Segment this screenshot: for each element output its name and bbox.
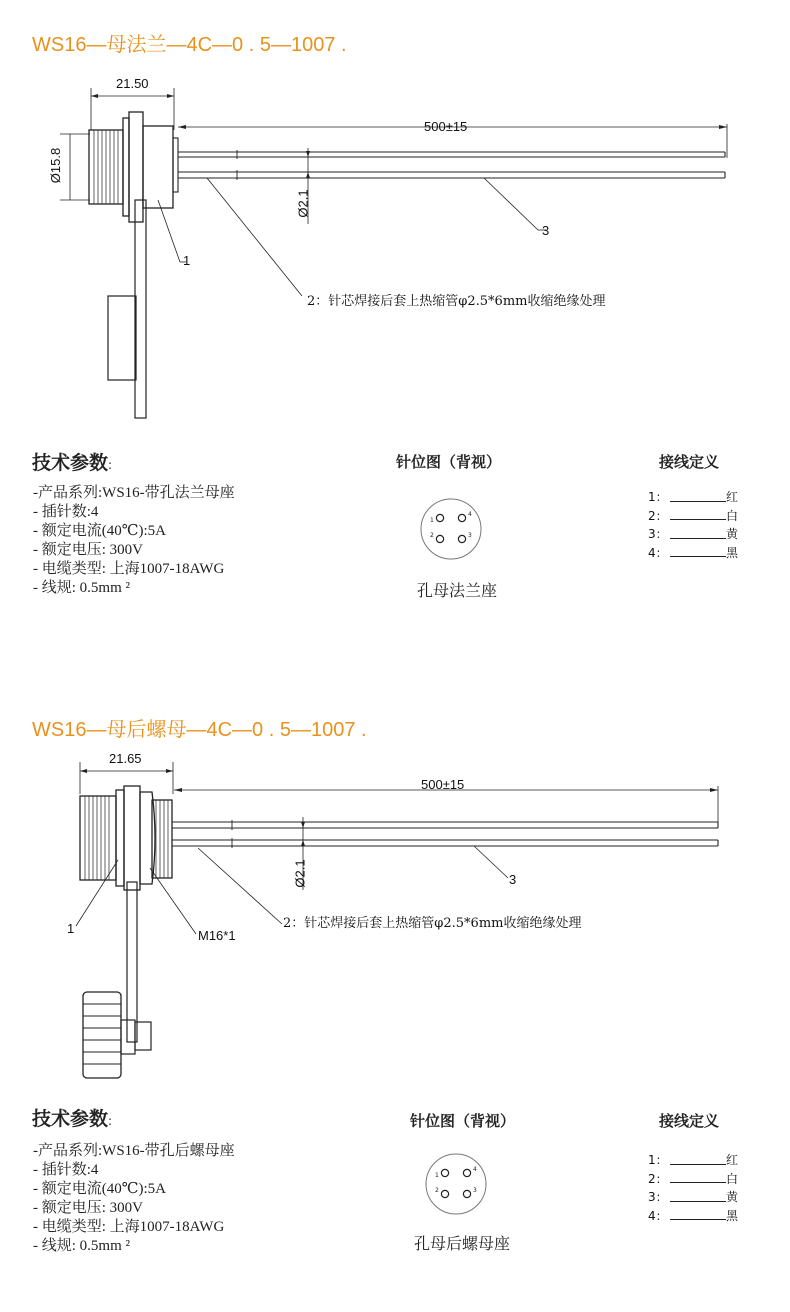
callout-m16: M16*1	[198, 928, 236, 943]
spec-item: -产品系列:WS16-带孔法兰母座	[33, 485, 235, 501]
spec-item: - 额定电压: 300V	[33, 1200, 143, 1216]
spec-item: - 插针数:4	[33, 1162, 99, 1178]
spec-heading: 技术参数:	[32, 452, 113, 474]
product-title: WS16—母法兰—4C—0 . 5—1007 .	[32, 34, 347, 56]
spec-item: - 电缆类型: 上海1007-18AWG	[33, 561, 225, 577]
dim-wire-diameter-label: Ø2.1	[292, 859, 308, 888]
callout-3: 3	[542, 223, 550, 238]
spec-item: - 额定电流(40℃):5A	[33, 523, 167, 539]
pin-number: 3	[473, 1187, 477, 1194]
wiring-list	[648, 1151, 738, 1225]
spec-item: - 线规: 0.5mm ²	[33, 580, 130, 596]
pin-number: 4	[473, 1166, 477, 1173]
spec-item: - 额定电压: 300V	[33, 542, 143, 558]
spec-item: - 线规: 0.5mm ²	[33, 1238, 130, 1254]
wiring-item: 4： 黑	[648, 545, 739, 560]
pin-layout-caption: 孔母法兰座	[417, 581, 498, 600]
spec-item: - 插针数:4	[33, 504, 99, 520]
callout-2-note: 2：针芯焊接后套上热缩管φ2.5*6mm收缩绝缘处理	[283, 916, 582, 931]
pin-layout-heading: 针位图（背视）	[396, 453, 502, 471]
spec-item: - 电缆类型: 上海1007-18AWG	[33, 1219, 225, 1235]
pin-number: 1	[435, 1172, 439, 1179]
callout-1: 1	[67, 921, 75, 936]
pin-number: 2	[430, 532, 434, 539]
dim-length-label: 500±15	[424, 119, 468, 134]
pin-layout-caption: 孔母后螺母座	[414, 1234, 511, 1253]
wiring-item: 3： 黄	[648, 527, 739, 541]
technical-drawing-rear-nut	[0, 712, 790, 1092]
wiring-heading: 接线定义	[659, 453, 720, 471]
wiring-heading: 接线定义	[659, 1112, 720, 1130]
wiring-item: 4： 黑	[648, 1208, 739, 1223]
wiring-item: 1： 红	[648, 490, 739, 504]
callout-2-note: 2：针芯焊接后套上热缩管φ2.5*6mm收缩绝缘处理	[307, 294, 606, 309]
dim-thread-diameter-label: Ø15.8	[48, 147, 64, 184]
wiring-item: 3： 黄	[648, 1190, 739, 1204]
pin-layout-heading: 针位图（背视）	[410, 1112, 516, 1130]
pin-number: 3	[468, 532, 472, 539]
product-title: WS16—母后螺母—4C—0 . 5—1007 .	[32, 719, 367, 741]
technical-drawing-flange	[0, 0, 790, 440]
pin-number: 4	[468, 511, 472, 518]
wiring-item: 1： 红	[648, 1153, 739, 1167]
dim-length-label: 500±15	[421, 777, 465, 792]
dim-width-label: 21.50	[116, 76, 149, 91]
spec-item: - 额定电流(40℃):5A	[33, 1181, 167, 1197]
spec-heading: 技术参数:	[32, 1108, 113, 1130]
wiring-list	[648, 488, 738, 562]
callout-1: 1	[183, 253, 191, 268]
wiring-item: 2： 白	[648, 1171, 739, 1186]
spec-list	[33, 1142, 235, 1256]
spec-list	[33, 484, 235, 598]
spec-item: -产品系列:WS16-带孔后螺母座	[33, 1143, 235, 1159]
product-section-rear-nut	[0, 712, 790, 1312]
pin-layout-diagram	[418, 497, 488, 567]
callout-3: 3	[509, 872, 517, 887]
dim-wire-diameter-label: Ø2.1	[295, 189, 311, 218]
pin-layout-diagram	[423, 1152, 493, 1222]
pin-number: 2	[435, 1187, 439, 1194]
dim-width-label: 21.65	[109, 751, 142, 766]
wiring-item: 2： 白	[648, 508, 739, 523]
pin-number: 1	[430, 517, 434, 524]
